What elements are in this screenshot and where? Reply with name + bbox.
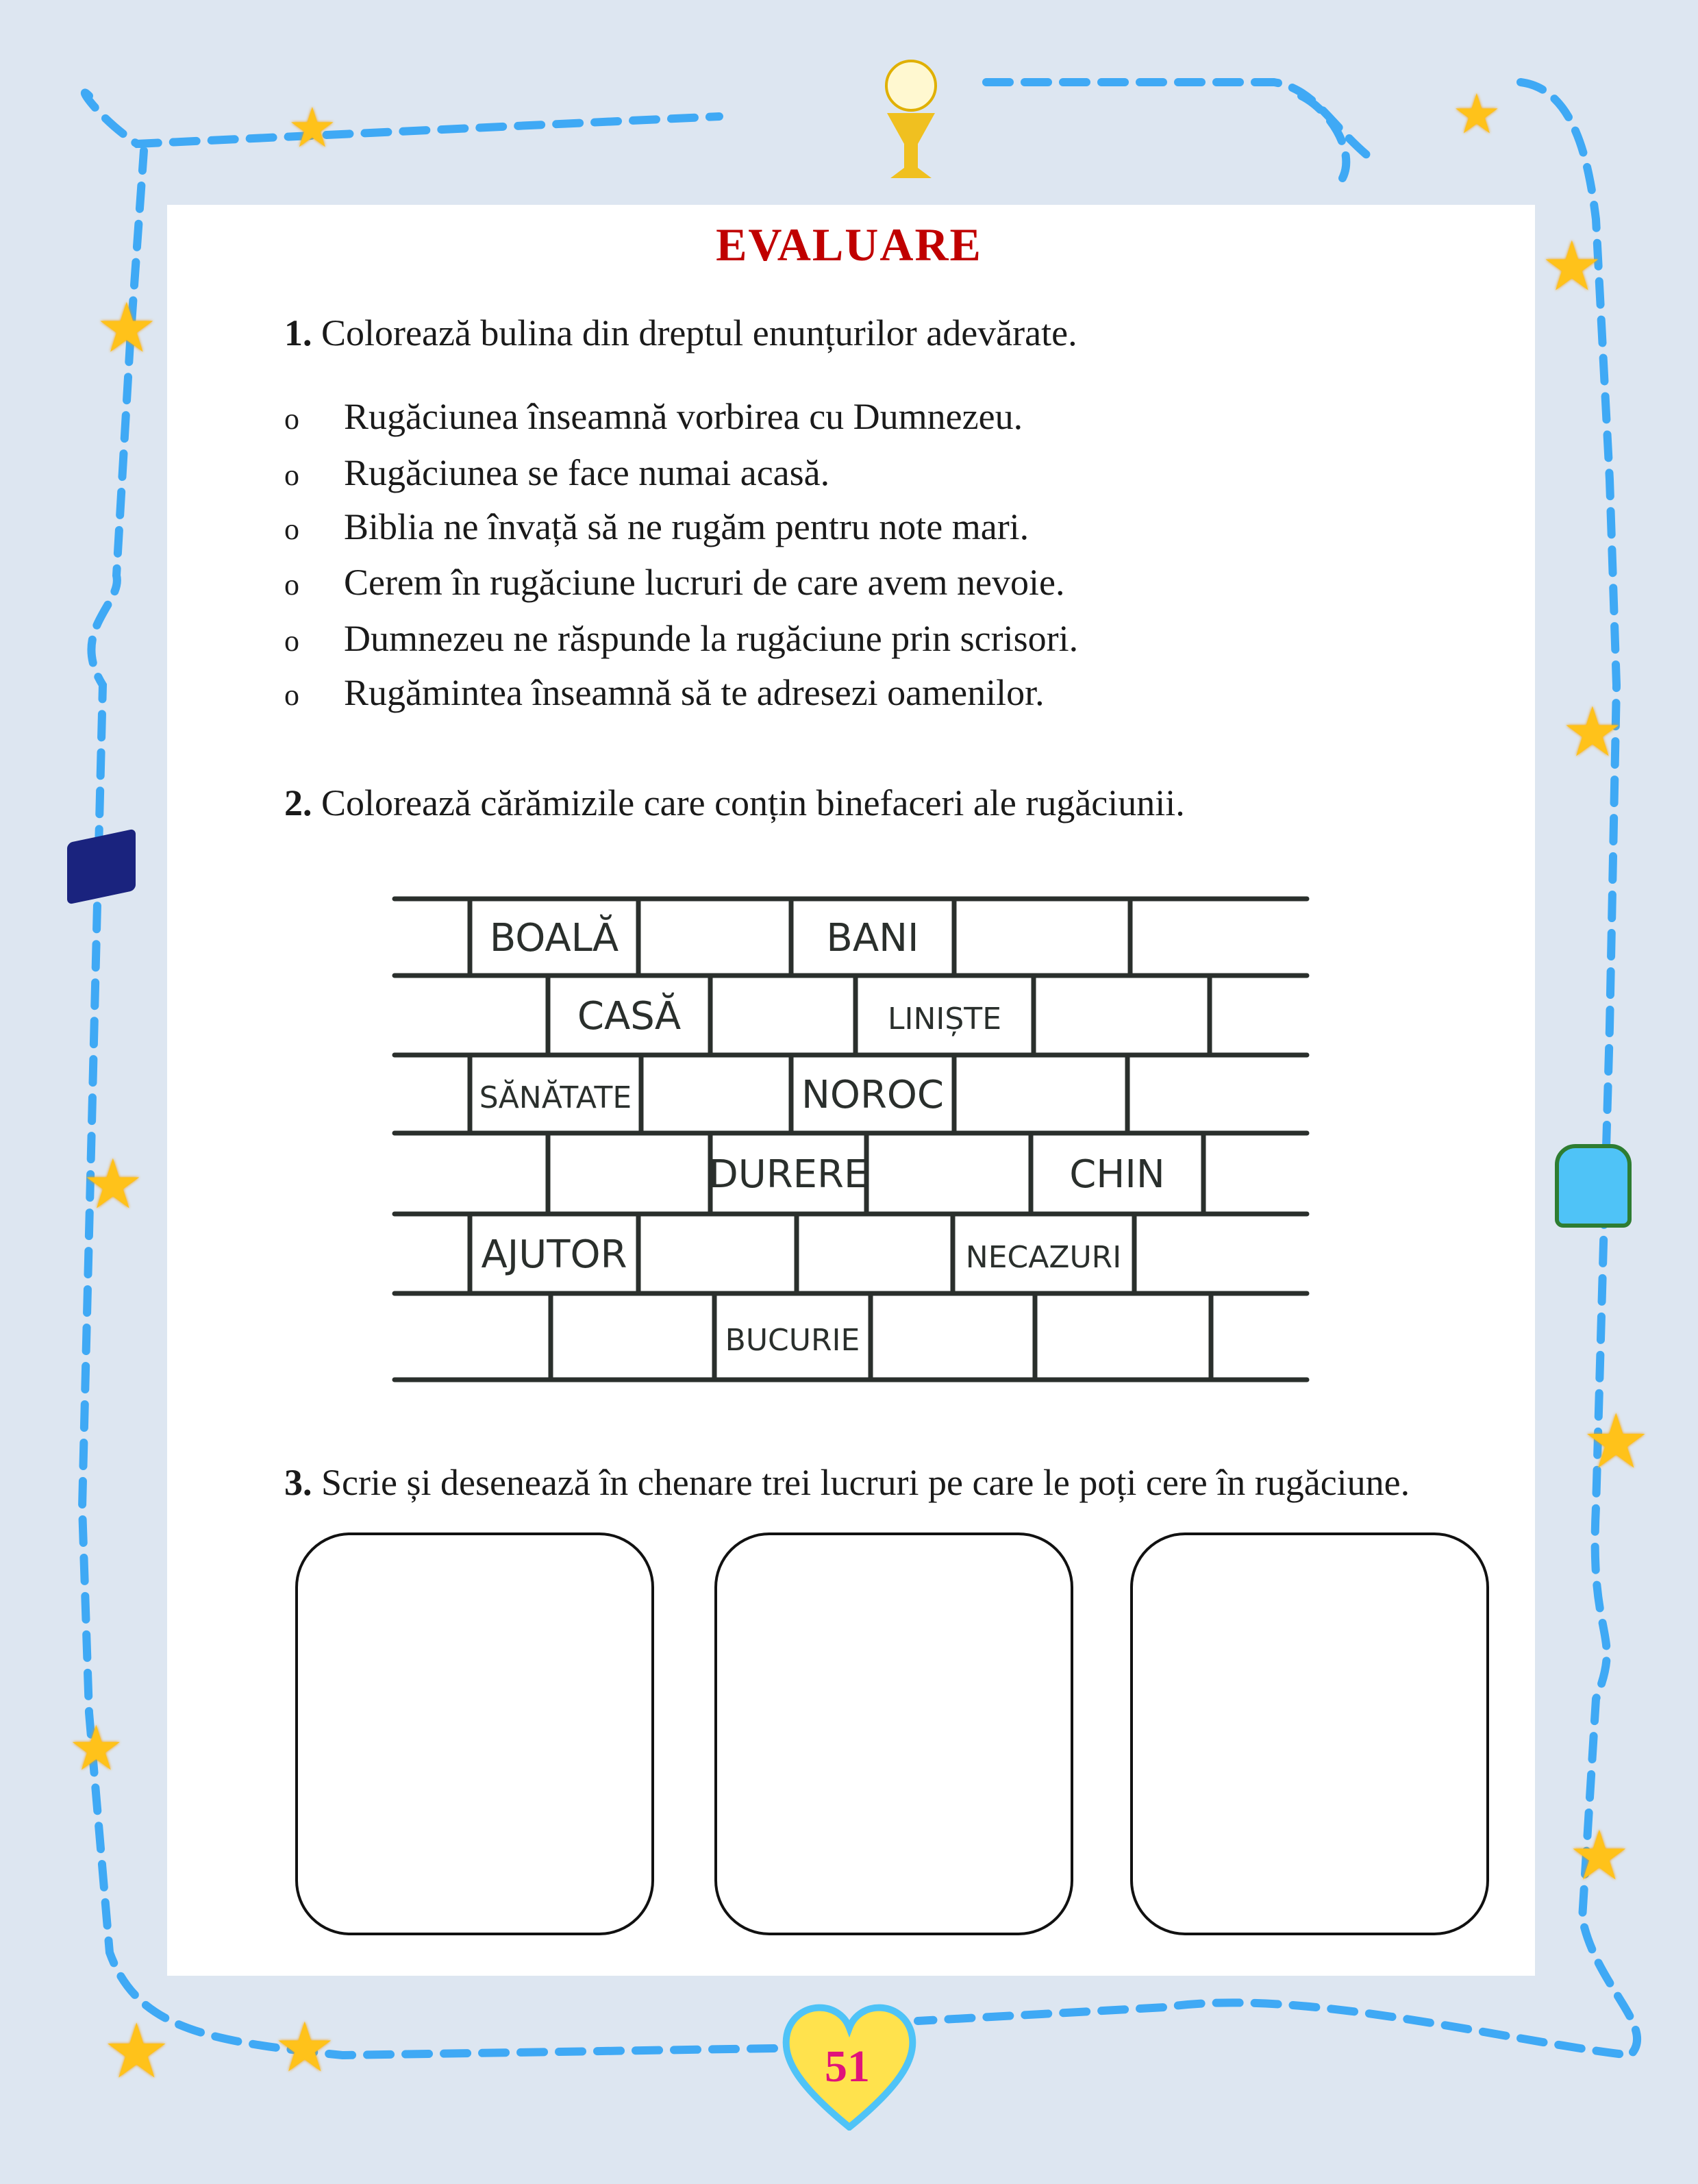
- star-icon: ★: [288, 99, 337, 159]
- statement-text: Biblia ne învață să ne rugăm pentru note mari.: [344, 506, 1029, 547]
- statement-text: Dumnezeu ne răspunde la rugăciune prin scrisori.: [344, 618, 1079, 659]
- bubble-checkbox[interactable]: o: [284, 678, 299, 712]
- question-text: Scrie și desenează în chenare trei lucruri pe care le poți cere în rugăciune.: [321, 1462, 1410, 1503]
- brick-word[interactable]: BANI: [826, 916, 919, 960]
- star-icon: ★: [96, 290, 158, 367]
- brick-word[interactable]: AJUTOR: [481, 1232, 627, 1277]
- brick-word[interactable]: SĂNĂTATE: [479, 1080, 632, 1115]
- drawing-box-2[interactable]: [714, 1532, 1073, 1935]
- brick-word[interactable]: CASĂ: [577, 994, 682, 1039]
- statement-text: Cerem în rugăciune lucruri de care avem nevoie.: [344, 562, 1065, 603]
- question-2-heading: [284, 782, 1185, 824]
- question-text: Colorează cărămizile care conțin binefaceri ale rugăciunii.: [321, 782, 1185, 823]
- statement-item: [284, 451, 829, 494]
- star-icon: ★: [103, 2010, 171, 2094]
- brick-word[interactable]: LINIȘTE: [888, 1002, 1001, 1037]
- statement-text: Rugăciunea se face numai acasă.: [344, 452, 830, 493]
- statement-text: Rugăciunea înseamnă vorbirea cu Dumnezeu.: [344, 396, 1023, 437]
- bubble-checkbox[interactable]: o: [284, 402, 299, 436]
- star-icon: ★: [82, 1147, 144, 1223]
- statement-item: [284, 561, 1065, 604]
- drawing-box-1[interactable]: [295, 1532, 654, 1935]
- question-number: 3.: [284, 1462, 312, 1503]
- question-text: Colorează bulina din dreptul enunțurilor adevărate.: [321, 312, 1077, 353]
- statement-text: Rugămintea înseamnă să te adresezi oamenilor.: [344, 672, 1045, 713]
- chalice-icon: [870, 58, 952, 182]
- question-number: 2.: [284, 782, 312, 823]
- question-number: 1.: [284, 312, 312, 353]
- star-icon: ★: [1582, 1400, 1650, 1484]
- brick-word[interactable]: DURERE: [708, 1152, 869, 1197]
- star-icon: ★: [1569, 1818, 1630, 1894]
- bubble-checkbox[interactable]: o: [284, 512, 299, 546]
- star-icon: ★: [1562, 695, 1623, 771]
- brick-word[interactable]: BUCURIE: [725, 1323, 860, 1358]
- bubble-checkbox[interactable]: o: [284, 458, 299, 492]
- bubble-checkbox[interactable]: o: [284, 624, 299, 658]
- question-1-heading: [284, 312, 1077, 354]
- question-3-heading: [284, 1461, 1410, 1504]
- star-icon: ★: [68, 1715, 124, 1783]
- brick-word[interactable]: NOROC: [801, 1073, 945, 1117]
- statement-item: [284, 671, 1045, 714]
- brick-word[interactable]: NECAZURI: [965, 1240, 1122, 1275]
- star-icon: ★: [1541, 229, 1603, 305]
- brick-word[interactable]: CHIN: [1069, 1152, 1165, 1197]
- star-icon: ★: [274, 2010, 336, 2086]
- statement-item: [284, 506, 1029, 548]
- drawing-box-3[interactable]: [1130, 1532, 1489, 1935]
- statement-item: [284, 617, 1078, 660]
- brick-wall: [384, 877, 1329, 1398]
- star-icon: ★: [1452, 85, 1501, 145]
- bubble-checkbox[interactable]: o: [284, 568, 299, 601]
- statement-item: [284, 395, 1023, 438]
- backpack-icon: [1555, 1144, 1632, 1228]
- page-title: EVALUARE: [716, 219, 982, 271]
- brick-word[interactable]: BOALĂ: [489, 916, 619, 960]
- page-number: 51: [825, 2042, 870, 2092]
